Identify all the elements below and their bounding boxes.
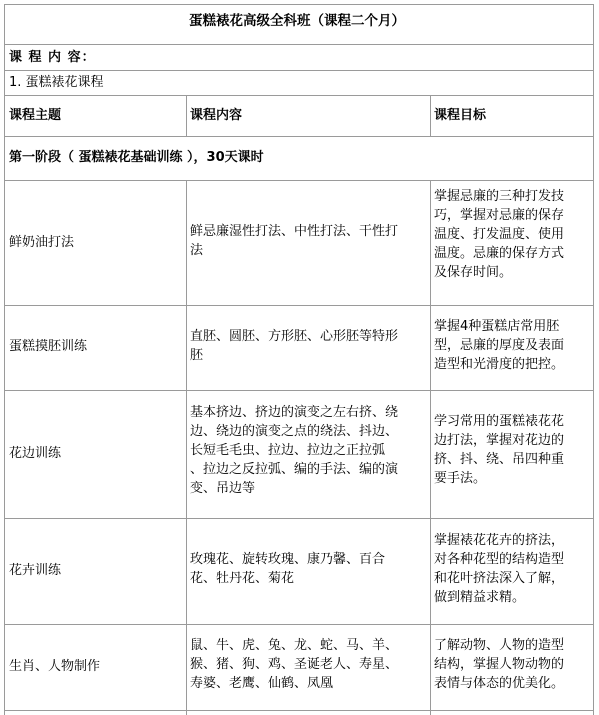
content-line: 、拉边之反拉弧、编的手法、编的演 bbox=[190, 462, 399, 477]
row-topic: 生肖、人物制作 bbox=[9, 659, 101, 674]
goal-line: 巧，掌握对忌廉的保存 bbox=[434, 208, 565, 223]
content-line: 猴、猪、狗、鸡、圣诞老人、寿星、 bbox=[190, 657, 399, 672]
row-content bbox=[190, 636, 398, 693]
goal-line: 及保存时间。 bbox=[434, 265, 513, 280]
row-divider bbox=[4, 95, 594, 96]
phase-label: 第一阶段（ 蛋糕裱花基础训练 ），30天课时 bbox=[9, 150, 264, 165]
goal-line: 掌握4种蛋糕店常用胚 bbox=[434, 319, 560, 334]
col-divider bbox=[430, 95, 431, 136]
row-divider bbox=[4, 305, 594, 306]
row-content bbox=[190, 403, 398, 498]
content-line: 鼠、牛、虎、兔、龙、蛇、马、羊、 bbox=[190, 638, 399, 653]
content-line: 长短毛毛虫、拉边、拉边之正拉弧 bbox=[190, 443, 386, 458]
subsection-label: 1. 蛋糕裱花课程 bbox=[9, 75, 104, 90]
goal-line: 挤、抖、绕、吊四种重 bbox=[434, 452, 565, 467]
goal-line: 学习常用的蛋糕裱花花 bbox=[434, 414, 565, 429]
content-line: 基本挤边、挤边的演变之左右挤、绕 bbox=[190, 405, 399, 420]
col-divider bbox=[186, 180, 187, 715]
row-goal bbox=[434, 412, 564, 488]
goal-line: 对各种花型的结构造型 bbox=[434, 552, 565, 567]
row-goal bbox=[434, 187, 564, 282]
header-goal: 课程目标 bbox=[434, 108, 487, 123]
header-topic: 课程主题 bbox=[9, 108, 62, 123]
goal-line: 造型和光滑度的把控。 bbox=[434, 357, 565, 372]
row-divider bbox=[4, 624, 594, 625]
row-goal bbox=[434, 531, 564, 607]
row-content bbox=[190, 327, 398, 365]
content-line: 花、牡丹花、菊花 bbox=[190, 571, 295, 586]
row-divider bbox=[4, 70, 594, 71]
row-topic: 蛋糕摸胚训练 bbox=[9, 339, 88, 354]
content-line: 寿婆、老鹰、仙鹤、凤凰 bbox=[190, 676, 334, 691]
row-topic: 花边训练 bbox=[9, 446, 62, 461]
row-content bbox=[190, 222, 398, 260]
row-content bbox=[190, 550, 385, 588]
document-title: 蛋糕裱花高级全科班（课程二个月） bbox=[189, 13, 405, 29]
content-line: 胚 bbox=[190, 348, 204, 363]
goal-line: 结构，掌握人物动物的 bbox=[434, 657, 565, 672]
row-divider bbox=[4, 44, 594, 45]
row-divider bbox=[4, 518, 594, 519]
row-divider bbox=[4, 390, 594, 391]
col-divider bbox=[186, 95, 187, 136]
row-goal bbox=[434, 317, 564, 374]
table-border-top bbox=[4, 4, 594, 5]
row-divider bbox=[4, 180, 594, 181]
content-line: 鲜忌廉湿性打法、中性打法、干性打 bbox=[190, 224, 399, 239]
content-line: 边、绕边的演变之点的绕法、抖边、 bbox=[190, 424, 399, 439]
goal-line: 和花叶挤法深入了解， bbox=[434, 571, 565, 586]
table-border-right bbox=[593, 4, 594, 715]
row-topic: 花卉训练 bbox=[9, 563, 62, 578]
row-goal bbox=[434, 636, 564, 693]
header-content: 课程内容 bbox=[190, 108, 243, 123]
goal-line: 边打法，掌握对花边的 bbox=[434, 433, 565, 448]
goal-line: 表情与体态的优美化。 bbox=[434, 676, 565, 691]
goal-line: 做到精益求精。 bbox=[434, 590, 526, 605]
section-label: 课 程 内 容： bbox=[9, 50, 96, 65]
row-divider bbox=[4, 136, 594, 137]
table-border-left bbox=[4, 4, 5, 715]
goal-line: 要手法。 bbox=[434, 471, 487, 486]
content-line: 直胚、圆胚、方形胚、心形胚等特形 bbox=[190, 329, 399, 344]
goal-line: 温度、打发温度、使用 bbox=[434, 227, 565, 242]
row-divider bbox=[4, 710, 594, 711]
goal-line: 掌握忌廉的三种打发技 bbox=[434, 189, 565, 204]
goal-line: 型，忌廉的厚度及表面 bbox=[434, 338, 565, 353]
content-line: 变、吊边等 bbox=[190, 481, 256, 496]
content-line: 法 bbox=[190, 243, 204, 258]
goal-line: 掌握裱花花卉的挤法， bbox=[434, 533, 565, 548]
goal-line: 温度。忌廉的保存方式 bbox=[434, 246, 565, 261]
col-divider bbox=[430, 180, 431, 715]
content-line: 玫瑰花、旋转玫瑰、康乃馨、百合 bbox=[190, 552, 386, 567]
row-topic: 鲜奶油打法 bbox=[9, 235, 75, 250]
goal-line: 了解动物、人物的造型 bbox=[434, 638, 565, 653]
